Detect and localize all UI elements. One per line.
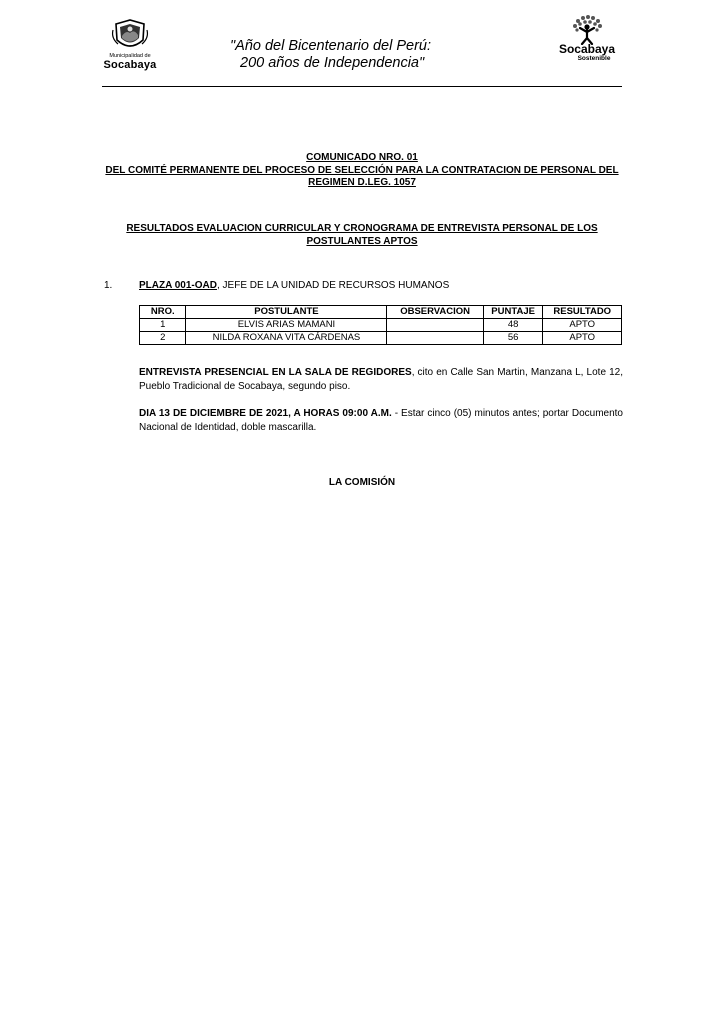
cell-nro: 2 — [140, 332, 186, 345]
cell-puntaje: 48 — [483, 319, 543, 332]
cell-observacion — [387, 319, 483, 332]
title-line-2: DEL COMITÉ PERMANENTE DEL PROCESO DE SELECCIÓN PARA LA CONTRATACION DE PERSONAL DEL — [105, 164, 619, 176]
cell-resultado: APTO — [543, 332, 622, 345]
communique-title — [100, 152, 624, 190]
table-row — [140, 319, 622, 332]
cell-resultado: APTO — [543, 319, 622, 332]
subtitle-line-1: RESULTADOS EVALUACION CURRICULAR Y CRONOGRAMA DE ENTREVISTA PERSONAL DE LOS — [126, 223, 598, 234]
subtitle-line-2: POSTULANTES APTOS — [306, 235, 418, 247]
tree-person-icon — [564, 15, 610, 45]
table-row — [140, 332, 622, 345]
results-table — [139, 305, 622, 345]
schedule-bold: DIA 13 DE DICIEMBRE DE 2021, A HORAS 09:00 A.M. — [139, 408, 392, 419]
municipal-seal-icon — [110, 18, 150, 52]
title-line-1: COMUNICADO NRO. 01 — [306, 152, 418, 163]
cell-postulante: NILDA ROXANA VITA CÁRDENAS — [186, 332, 387, 345]
logo-subtitle-right: Sostenible — [577, 55, 611, 62]
plaza-code: PLAZA 001-OAD — [139, 280, 217, 291]
title-line-3: REGIMEN D.LEG. 1057 — [308, 177, 416, 188]
location-bold: ENTREVISTA PRESENCIAL EN LA SALA DE REGIDORES — [139, 367, 412, 378]
header-observacion: OBSERVACION — [387, 306, 483, 319]
cell-postulante: ELVIS ARIAS MAMANI — [186, 319, 387, 332]
header-divider — [102, 86, 622, 87]
item-text — [139, 280, 449, 292]
logo-name: Socabaya — [103, 59, 157, 71]
table-header-row — [140, 306, 622, 319]
cell-puntaje: 56 — [483, 332, 543, 345]
logo-name-right: Socabaya — [558, 42, 616, 56]
cell-observacion — [387, 332, 483, 345]
signature: LA COMISIÓN — [328, 477, 396, 488]
location-rest: , cito en Calle San Martin, Manzana L, Lote 12, Pueblo Tradicional de Socabaya, segundo piso. — [139, 367, 623, 392]
plaza-description: , JEFE DE LA UNIDAD DE RECURSOS HUMANOS — [216, 280, 450, 291]
header-resultado: RESULTADO — [543, 306, 622, 319]
header-puntaje: PUNTAJE — [483, 306, 543, 319]
municipality-logo — [100, 18, 160, 71]
motto-line-1: "Año del Bicentenario del Perú: — [230, 38, 432, 54]
results-subtitle — [100, 223, 624, 248]
schedule-rest: - Estar cinco (05) minutos antes; portar Documento Nacional de Identidad, doble mascarilla. — [139, 408, 623, 433]
header-postulante: POSTULANTE — [186, 306, 387, 319]
interview-location — [139, 366, 623, 394]
item-number: 1. — [104, 280, 113, 291]
header-nro: NRO. — [140, 306, 186, 319]
bicentennial-motto — [230, 38, 490, 71]
logo-subtitle: Municipalidad de — [109, 53, 151, 59]
interview-schedule — [139, 407, 623, 435]
socabaya-sostenible-logo — [551, 15, 623, 62]
motto-line-2: 200 años de Independencia" — [240, 54, 425, 71]
cell-nro: 1 — [140, 319, 186, 332]
